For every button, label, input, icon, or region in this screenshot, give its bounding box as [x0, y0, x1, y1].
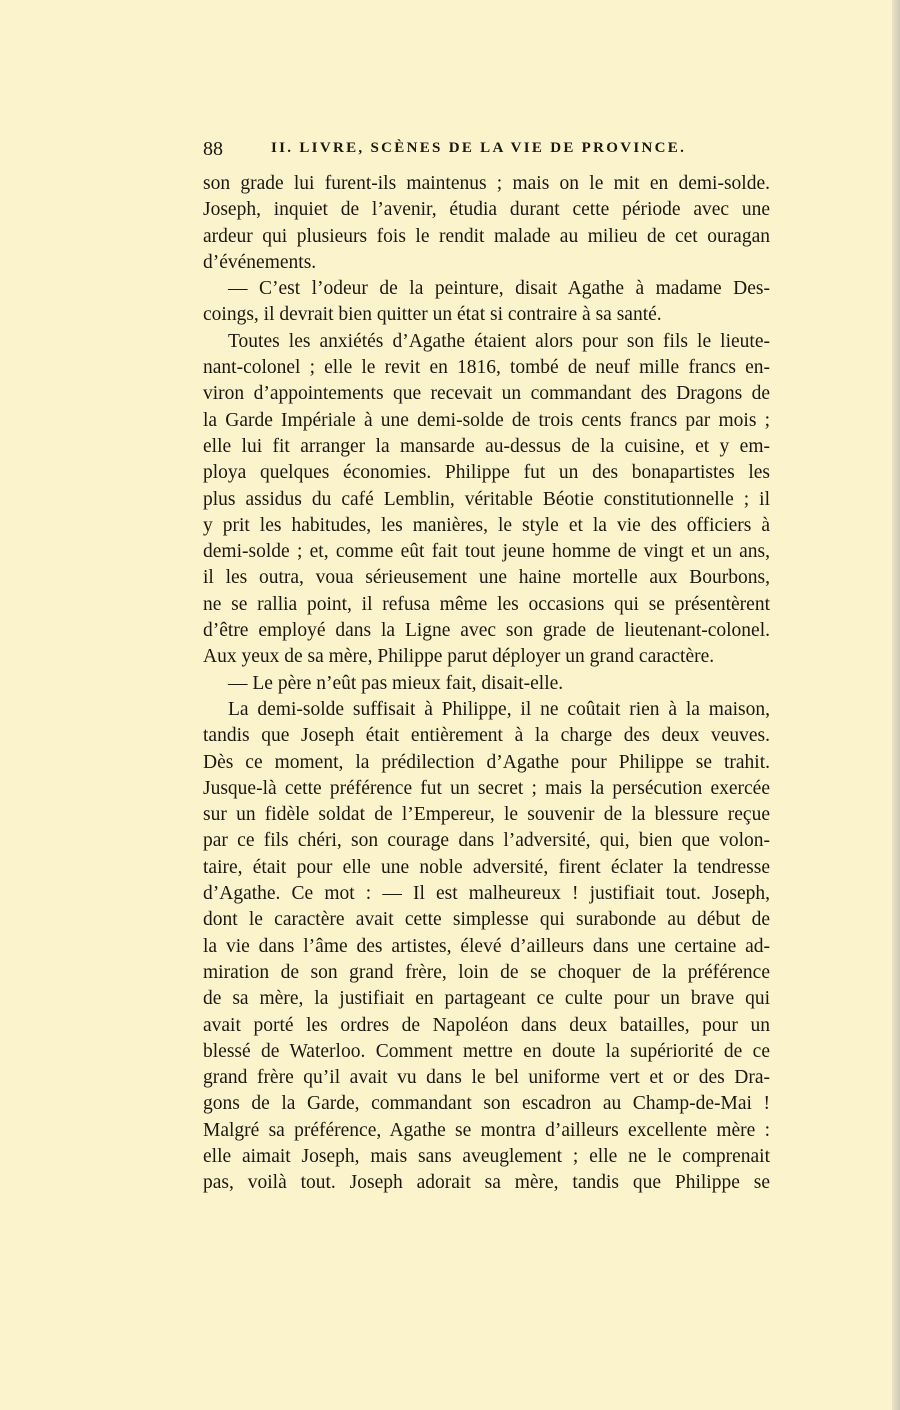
text-line: demi-solde ; et, comme eût fait tout jeune homme de vingt et un ans,	[203, 541, 770, 563]
text-line: d’événements.	[203, 251, 317, 273]
text-line: ploya quelques économies. Philippe fut un des bonapartistes les	[203, 462, 770, 484]
text-line: y prit les habitudes, les manières, le style et la vie des officiers à	[203, 514, 770, 536]
text-line: elle lui fit arranger la mansarde au-dessus de la cuisine, et y em-	[203, 435, 770, 457]
text-line: plus assidus du café Lemblin, véritable Béotie constitutionnelle ; il	[203, 488, 770, 510]
text-line: tandis que Joseph était entièrement à la charge des deux veuves.	[203, 725, 770, 747]
text-line: nant-colonel ; elle le revit en 1816, tombé de neuf mille francs en-	[203, 357, 770, 379]
text-line: la vie dans l’âme des artistes, élevé d’ailleurs dans une certaine ad-	[203, 935, 770, 957]
text-line: elle aimait Joseph, mais sans aveuglement ; elle ne le comprenait	[203, 1145, 770, 1167]
text-line: coings, il devrait bien quitter un état si contraire à sa santé.	[203, 304, 662, 326]
text-line: sur un fidèle soldat de l’Empereur, le souvenir de la blessure reçue	[203, 804, 770, 826]
text-line: Jusque-là cette préférence fut un secret ; mais la persécution exercée	[203, 777, 770, 799]
body-text	[203, 171, 770, 1197]
text-line: ne se rallia point, il refusa même les occasions qui se présentèrent	[203, 593, 770, 615]
text-line: Joseph, inquiet de l’avenir, étudia durant cette période avec une	[203, 199, 770, 221]
text-line: miration de son grand frère, loin de se choquer de la préférence	[203, 961, 770, 983]
text-line: son grade lui furent-ils maintenus ; mais on le mit en demi-solde.	[203, 173, 770, 194]
text-line: par ce fils chéri, son courage dans l’adversité, qui, bien que volon-	[203, 830, 770, 852]
text-line: La demi-solde suffisait à Philippe, il ne coûtait rien à la maison,	[228, 698, 770, 720]
text-line: gons de la Garde, commandant son escadron au Champ-de-Mai !	[203, 1093, 770, 1115]
text-line: la Garde Impériale à une demi-solde de trois cents francs par mois ;	[203, 409, 770, 431]
text-line: viron d’appointements que recevait un commandant des Dragons de	[203, 383, 770, 405]
text-line: pas, voilà tout. Joseph adorait sa mère, tandis que Philippe se	[203, 1172, 770, 1194]
text-line: de sa mère, la justifiait en partageant ce culte pour un brave qui	[203, 988, 770, 1010]
text-line: ardeur qui plusieurs fois le rendit malade au milieu de cet ouragan	[203, 225, 770, 247]
text-line: Toutes les anxiétés d’Agathe étaient alors pour son fils le lieute-	[228, 330, 770, 352]
text-line: — C’est l’odeur de la peinture, disait Agathe à madame Des-	[228, 278, 770, 300]
text-line: Aux yeux de sa mère, Philippe parut déployer un grand caractère.	[203, 646, 715, 668]
running-header	[203, 138, 773, 164]
page-number: 88	[203, 138, 223, 160]
page-edge	[892, 0, 900, 1410]
text-line: taire, était pour elle une noble adversité, firent éclater la tendresse	[203, 856, 770, 878]
running-title: II. LIVRE, SCÈNES DE LA VIE DE PROVINCE.	[271, 140, 687, 156]
text-line: — Le père n’eût pas mieux fait, disait-elle.	[228, 672, 564, 694]
text-line: Dès ce moment, la prédilection d’Agathe pour Philippe se trahit.	[203, 751, 770, 773]
text-line: d’Agathe. Ce mot : — Il est malheureux ! justifiait tout. Joseph,	[203, 883, 770, 905]
text-line: grand frère qu’il avait vu dans le bel uniforme vert et or des Dra-	[203, 1067, 770, 1089]
text-line: avait porté les ordres de Napoléon dans deux batailles, pour un	[203, 1014, 770, 1036]
text-line: d’être employé dans la Ligne avec son grade de lieutenant-colonel.	[203, 620, 770, 642]
text-line: dont le caractère avait cette simplesse qui surabonde au début de	[203, 909, 770, 931]
text-line: Malgré sa préférence, Agathe se montra d’ailleurs excellente mère :	[203, 1119, 770, 1141]
text-line: il les outra, voua sérieusement une haine mortelle aux Bourbons,	[203, 567, 770, 589]
text-line: blessé de Waterloo. Comment mettre en doute la supériorité de ce	[203, 1040, 770, 1062]
